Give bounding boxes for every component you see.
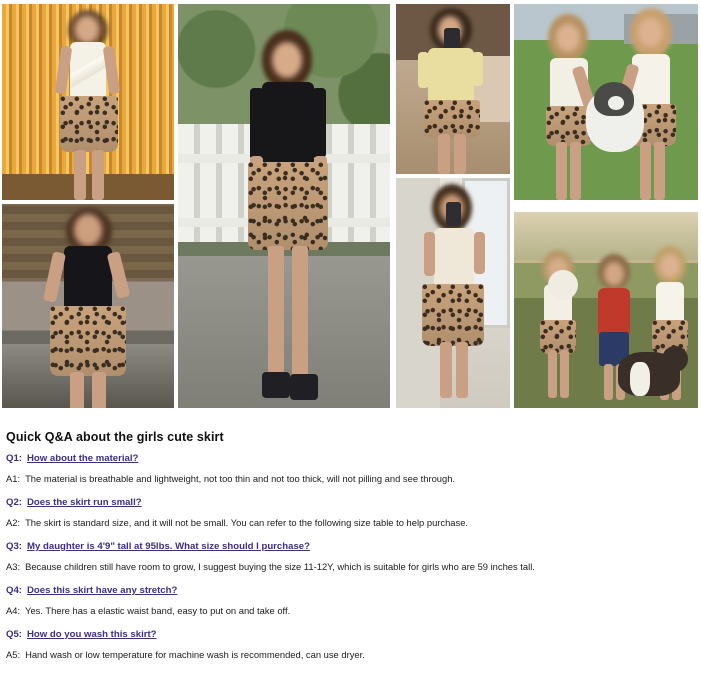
answer-5-text: Hand wash or low temperature for machine wash is recommended, can use dryer. xyxy=(25,649,365,660)
figure xyxy=(414,6,490,174)
question-4-text: Does this skirt have any stretch? xyxy=(27,585,178,596)
photo-girl-black-tee-fence xyxy=(178,4,390,408)
answer-5-label: A5: xyxy=(6,649,21,660)
answer-1-text: The material is breathable and lightweight, not too thin and not too thick, will not pilling and see through. xyxy=(25,473,456,484)
qa-heading: Quick Q&A about the girls cute skirt xyxy=(6,430,224,444)
answer-3 xyxy=(6,561,697,572)
answer-4-text: Yes. There has a elastic waist band, easy to put on and take off. xyxy=(25,605,291,616)
small-dog xyxy=(548,270,578,300)
question-4 xyxy=(6,585,697,596)
qa-item-1 xyxy=(6,453,697,484)
figure xyxy=(418,184,490,400)
question-1 xyxy=(6,453,697,464)
answer-4 xyxy=(6,605,697,616)
question-3 xyxy=(6,541,697,552)
qa-item-4 xyxy=(6,585,697,616)
figure xyxy=(42,208,138,408)
photo-mirror-selfie-cream-top xyxy=(396,178,510,408)
photo-three-kids-with-dogs xyxy=(514,212,698,408)
question-2-label: Q2: xyxy=(6,497,22,508)
question-1-text: How about the material? xyxy=(27,453,139,464)
qa-item-3 xyxy=(6,541,697,572)
answer-2-text: The skirt is standard size, and it will not be small. You can refer to the following size table to help purchase. xyxy=(25,517,469,528)
qa-section xyxy=(0,424,701,673)
answer-2-label: A2: xyxy=(6,517,21,528)
question-3-text: My daughter is 4'9" tall at 95lbs. What size should I purchase? xyxy=(27,541,310,552)
photo-two-girls-with-husky xyxy=(514,4,698,200)
answer-1 xyxy=(6,473,697,484)
qa-item-5 xyxy=(6,629,697,660)
answer-2 xyxy=(6,517,697,528)
photo-mirror-selfie-yellow-top xyxy=(396,4,510,174)
question-2 xyxy=(6,497,697,508)
figure xyxy=(240,30,336,402)
figure xyxy=(48,10,128,200)
qa-item-2 xyxy=(6,497,697,528)
answer-1-label: A1: xyxy=(6,473,21,484)
question-5 xyxy=(6,629,697,640)
answer-3-label: A3: xyxy=(6,561,21,572)
question-4-label: Q4: xyxy=(6,585,22,596)
photo-girl-birthday-sash xyxy=(2,4,174,200)
question-5-label: Q5: xyxy=(6,629,22,640)
answer-3-text: Because children still have room to grow, I suggest buying the size 11-12Y, which is suitable for girls who are 59 inches tall. xyxy=(25,561,535,572)
question-3-label: Q3: xyxy=(6,541,22,552)
question-5-text: How do you wash this skirt? xyxy=(27,629,157,640)
photo-girl-black-tank-peace-sign xyxy=(2,204,174,408)
answer-4-label: A4: xyxy=(6,605,21,616)
question-2-text: Does the skirt run small? xyxy=(27,497,142,508)
question-1-label: Q1: xyxy=(6,453,22,464)
answer-5 xyxy=(6,649,697,660)
